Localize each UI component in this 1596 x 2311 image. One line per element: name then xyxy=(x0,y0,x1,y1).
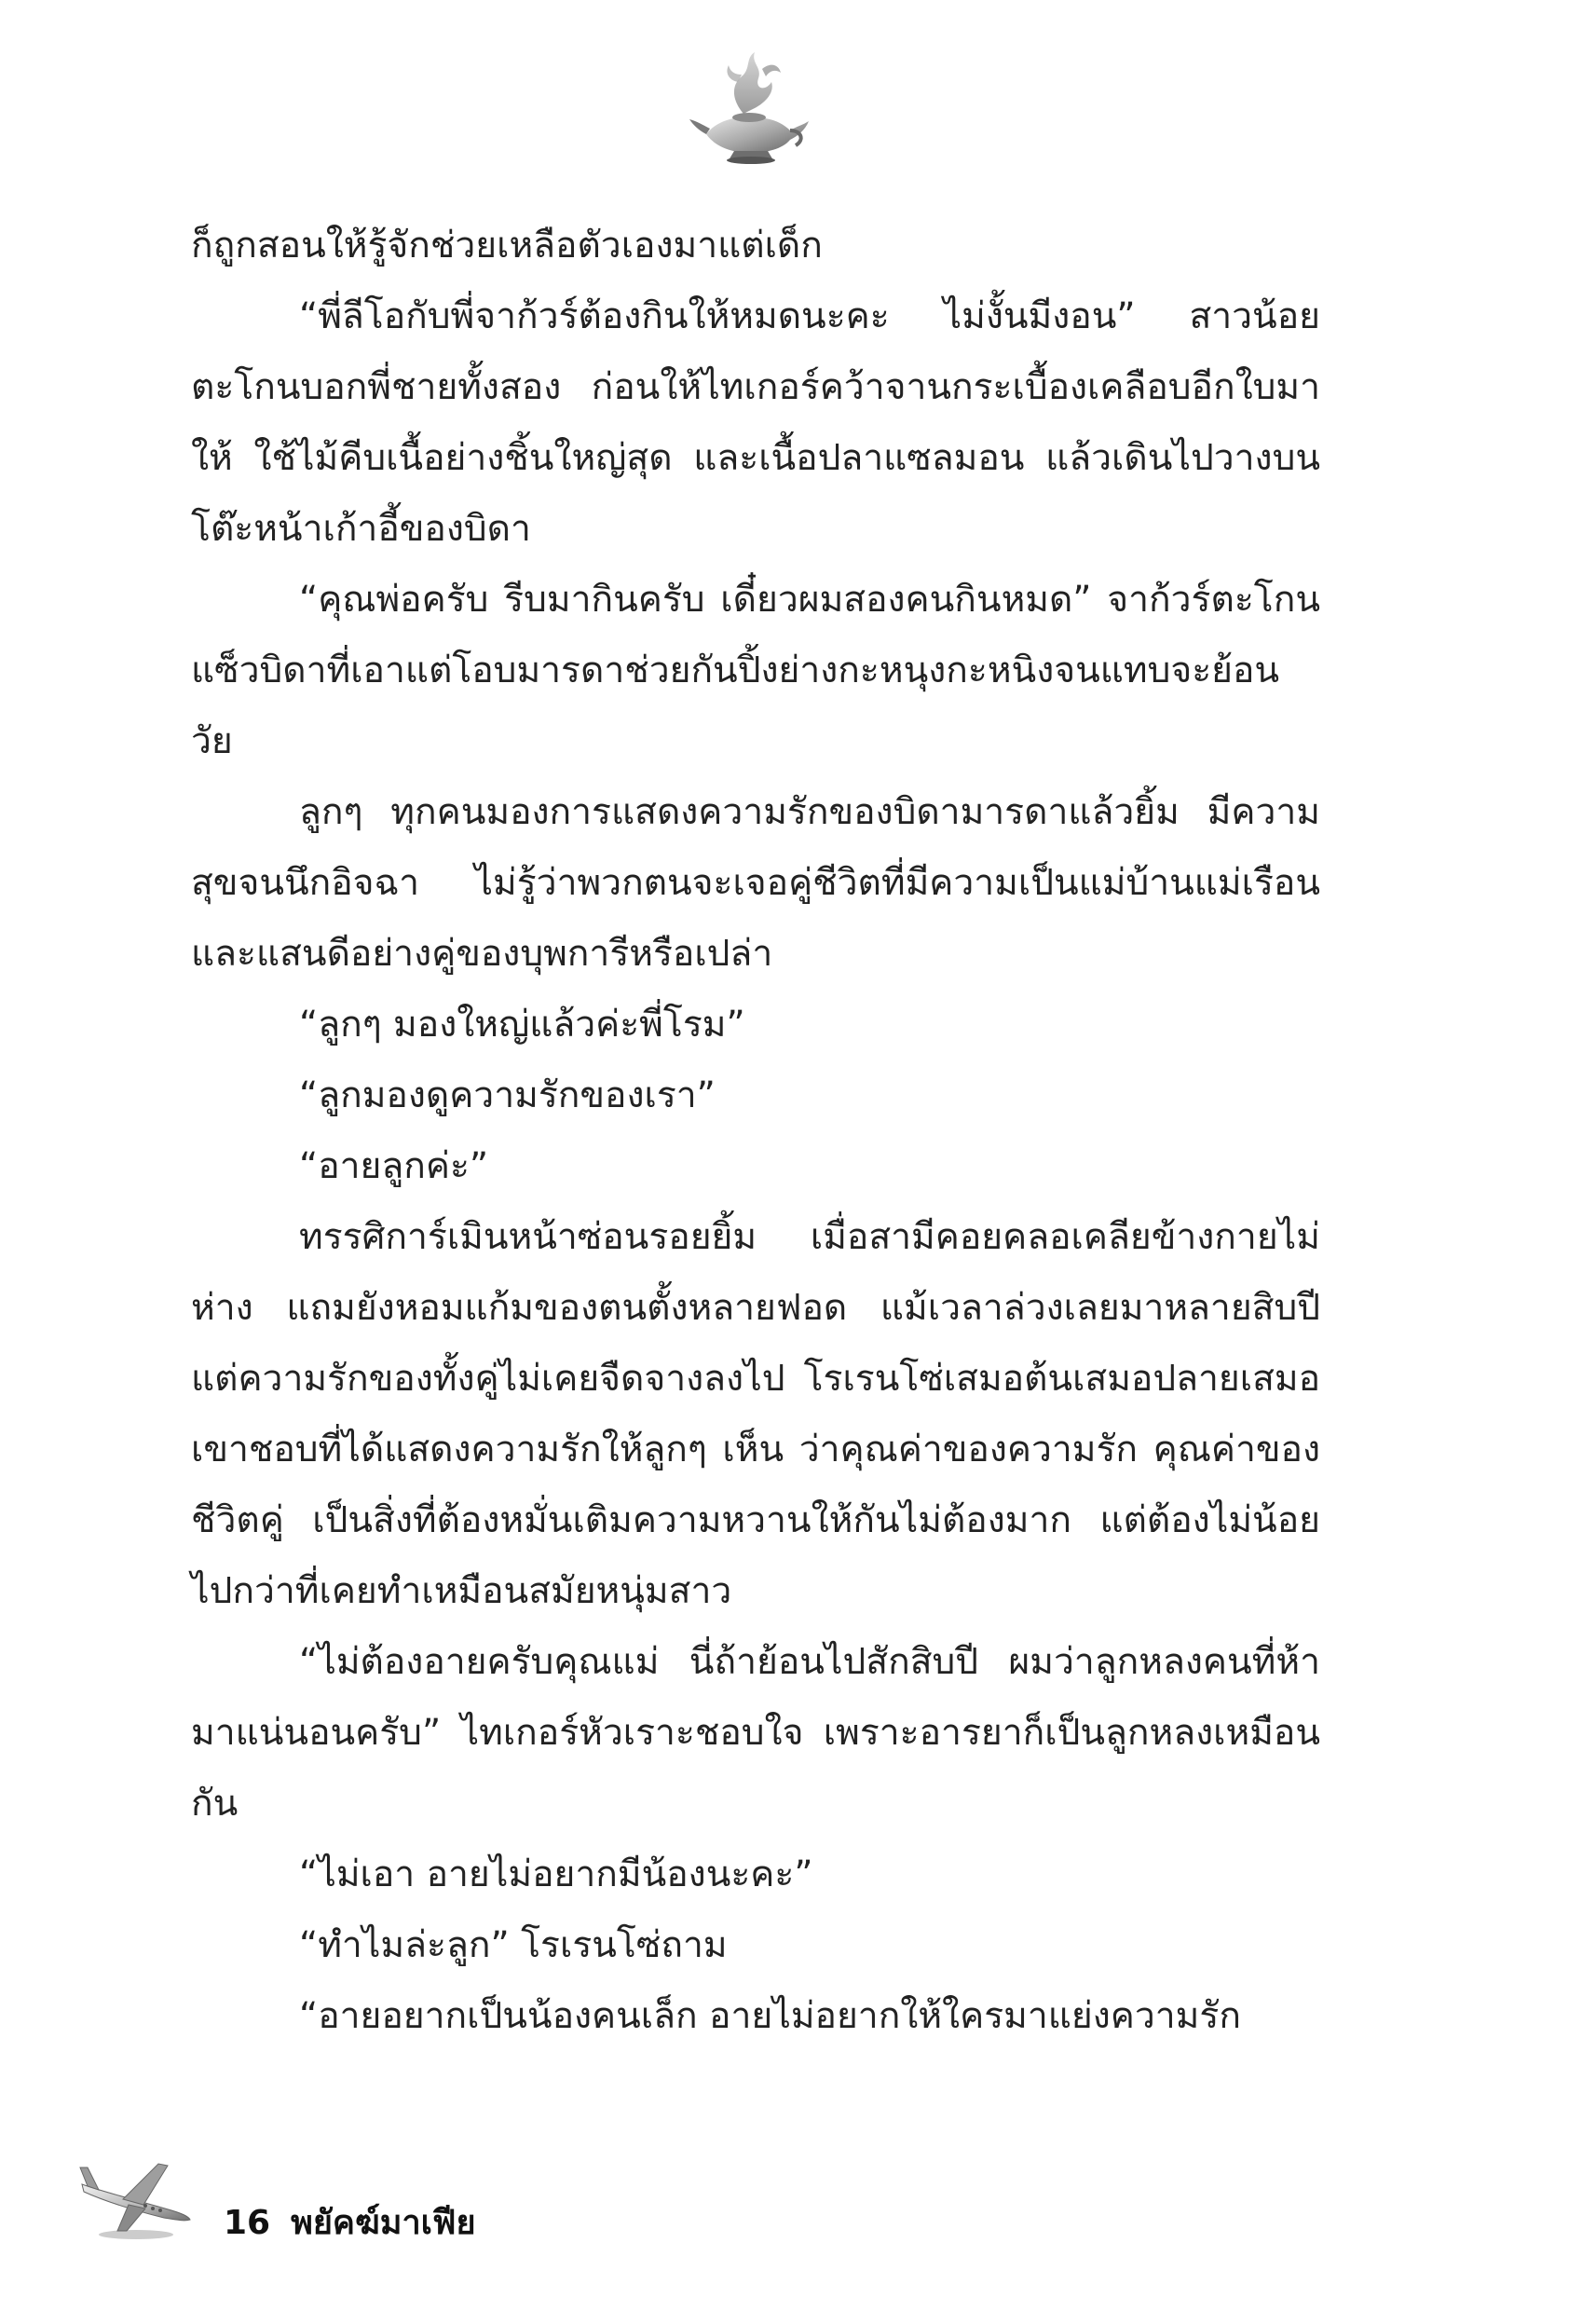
body-text xyxy=(191,211,1320,2052)
page-number: 16 xyxy=(224,2204,271,2242)
paragraph-12: “อายอยากเป็นน้องคนเล็ก อายไม่อยากให้ใครมาแย่งความรัก xyxy=(299,1995,1241,2037)
page-footer xyxy=(75,2143,727,2255)
footer-text xyxy=(224,2195,476,2249)
paragraph-10: “ไม่เอา อายไม่อยากมีน้องนะคะ” xyxy=(299,1853,813,1895)
paragraph-1: ก็ถูกสอนให้รู้จักช่วยเหลือตัวเองมาแต่เด็ก xyxy=(191,225,823,267)
paragraph-8: ทรรศิการ์เมินหน้าซ่อนรอยยิ้ม เมื่อสามีคอยคลอเคลียข้างกายไม่ห่าง แถมยังหอมแก้มของตนตั้งหลายฟอด แม้เวลาล่วงเลยมาหลายสิบปี แต่ความรักของทั้งคู่ไม่เคยจืดจางลงไป โรเรนโซ่เสมอต้นเสมอปลายเสมอ เขาชอบที่ได้แสดงความรักให้ลูกๆ เห็น ว่าคุณค่าของความรัก คุณค่าของชีวิตคู่ เป็นสิ่งที่ต้องหมั่นเติมความหวานให้กันไม่ต้องมาก แต่ต้องไม่น้อยไปกว่าที่เคยทำเหมือนสมัยหนุ่มสาว xyxy=(191,1216,1320,1612)
book-title: พยัคฆ์มาเฟีย xyxy=(291,2204,476,2242)
paragraph-7: “อายลูกค่ะ” xyxy=(299,1145,489,1187)
paragraph-9: “ไม่ต้องอายครับคุณแม่ นี่ถ้าย้อนไปสักสิบปี ผมว่าลูกหลงคนที่ห้ามาแน่นอนครับ” ไทเกอร์หัวเราะชอบใจ เพราะอารยาก็เป็นลูกหลงเหมือนกัน xyxy=(191,1641,1320,1825)
paragraph-11: “ทำไมล่ะลูก” โรเรนโซ่ถาม xyxy=(299,1924,728,1966)
paragraph-3: “คุณพ่อครับ รีบมากินครับ เดี๋ยวผมสองคนกินหมด” จาก้วร์ตะโกนแซ็วบิดาที่เอาแต่โอบมารดาช่วยกันปิ้งย่างกะหนุงกะหนิงจนแทบจะย้อนวัย xyxy=(191,579,1320,762)
airplane-icon xyxy=(75,2143,196,2246)
paragraph-4: ลูกๆ ทุกคนมองการแสดงความรักของบิดามารดาแล้วยิ้ม มีความสุขจนนึกอิจฉา ไม่รู้ว่าพวกตนจะเจอคู่ชีวิตที่มีความเป็นแม่บ้านแม่เรือนและแสนดีอย่างคู่ของบุพการีหรือเปล่า xyxy=(191,791,1320,975)
paragraph-2: “พี่ลีโอกับพี่จาก้วร์ต้องกินให้หมดนะคะ ไม่งั้นมีงอน” สาวน้อยตะโกนบอกพี่ชายทั้งสอง ก่อนให้ไทเกอร์คว้าจานกระเบื้องเคลือบอีกใบมาให้ ใช้ไม้คีบเนื้อย่างชิ้นใหญ่สุด และเนื้อปลาแซลมอน แล้วเดินไปวางบนโต๊ะหน้าเก้าอี้ของบิดา xyxy=(191,295,1320,550)
paragraph-5: “ลูกๆ มองใหญ่แล้วค่ะพี่โรม” xyxy=(299,1004,745,1046)
paragraph-6: “ลูกมองดูความรักของเรา” xyxy=(299,1074,716,1116)
genie-lamp-icon xyxy=(686,45,816,166)
